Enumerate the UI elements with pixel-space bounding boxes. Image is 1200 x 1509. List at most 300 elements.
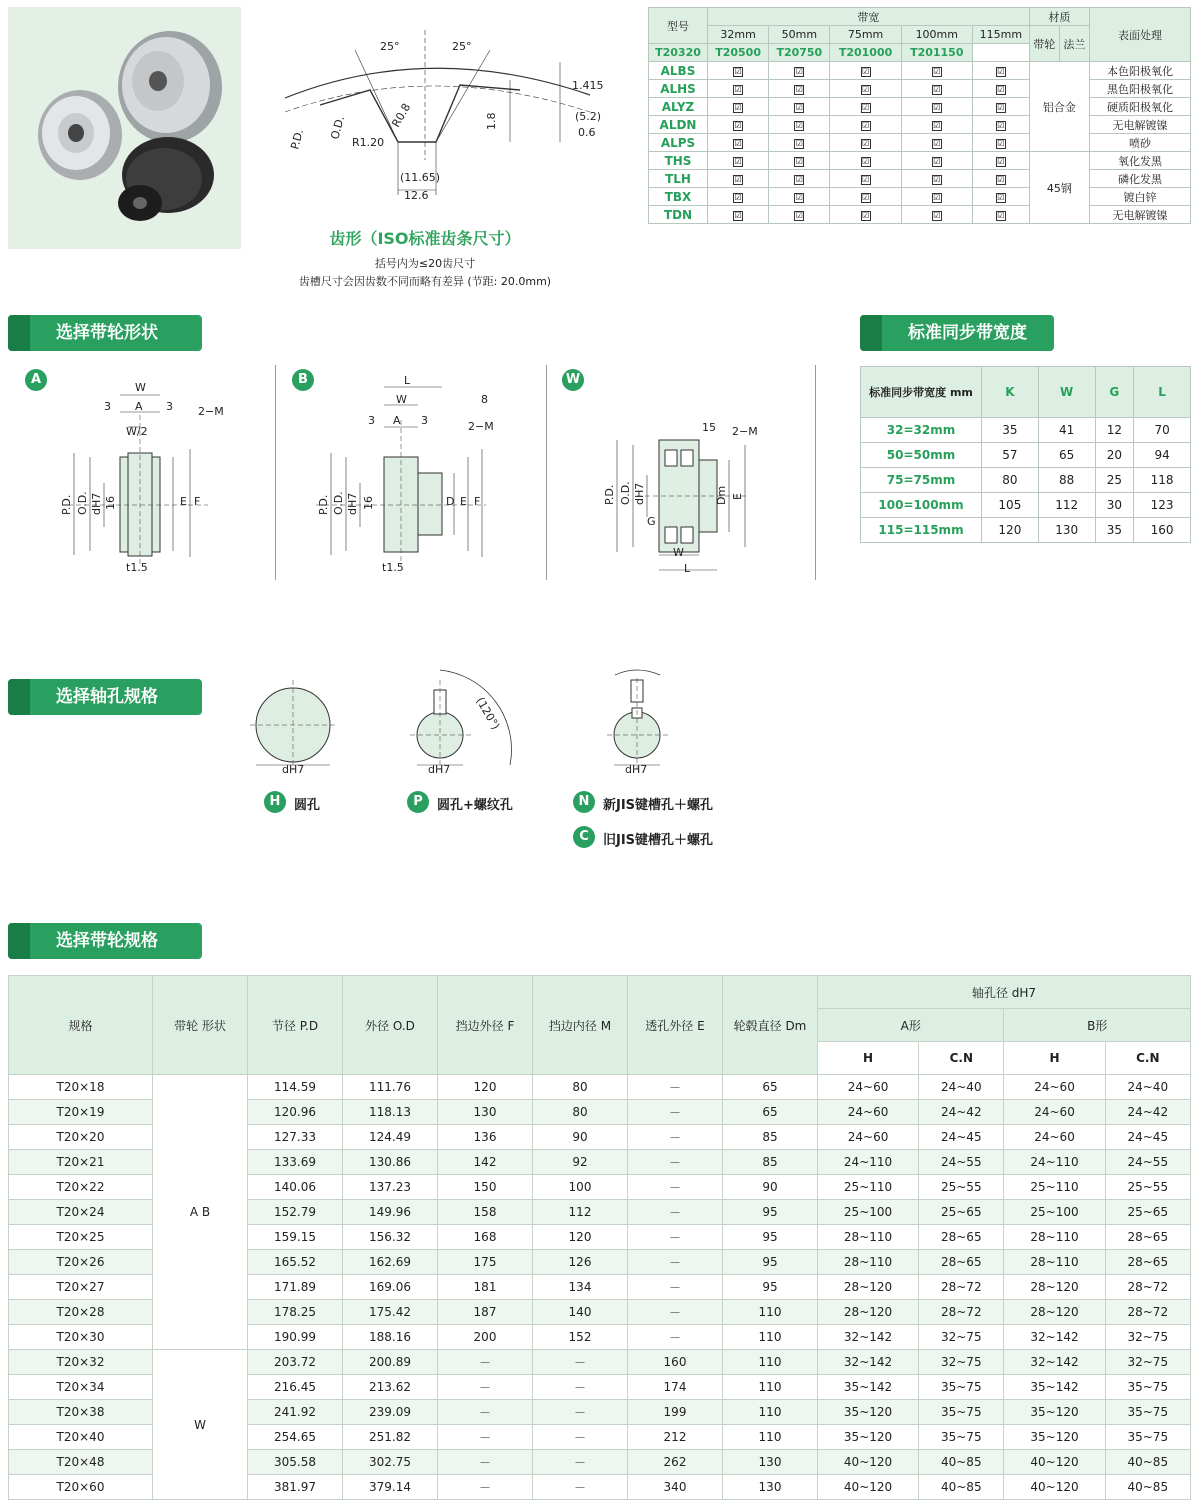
width-header-label: 标准同步带宽度 mm [861,367,982,418]
value-cell: 120 [438,1075,533,1100]
value-cell: 24~60 [818,1125,919,1150]
value-cell: 110 [723,1375,818,1400]
value-cell: 24~42 [1105,1100,1190,1125]
value-cell: 24~110 [1004,1150,1105,1175]
value-cell: 181 [438,1275,533,1300]
dim-18: 1.8 [485,112,498,130]
value-cell: 110 [723,1300,818,1325]
dim-2m: 2−M [468,420,494,433]
width-cell: 75=75mm [861,468,982,493]
shape-cell: W [153,1350,248,1500]
spec-header-dm: 轮毂直径 Dm [723,976,818,1075]
dim-t15: t1.5 [126,561,148,574]
value-cell: 100 [533,1175,628,1200]
bore-p-badge: P [407,791,429,813]
width-cell: 100=100mm [861,493,982,518]
value-cell: 94 [1134,443,1191,468]
value-cell: 95 [723,1225,818,1250]
dim-pd: P.D. [60,494,73,515]
value-cell: 32~142 [818,1325,919,1350]
dim-3b: 3 [421,414,428,427]
spec-header-m: 挡边内径 M [533,976,628,1075]
value-cell: 124.49 [343,1125,438,1150]
model-cell: ALDN [649,116,708,134]
surface-cell: 无电解镀镍 [1090,206,1191,224]
spec-header-h2: H [1004,1042,1105,1075]
value-cell: － [533,1400,628,1425]
bore-p-label: 圆孔+螺纹孔 [437,798,513,813]
checkbox-icon: ☑ [734,193,742,202]
value-cell: 130 [1038,518,1095,543]
value-cell: 40~120 [818,1475,919,1500]
surface-cell: 磷化发黑 [1090,170,1191,188]
value-cell: 32~75 [1105,1325,1190,1350]
value-cell: 90 [723,1175,818,1200]
dim-od: O.D. [332,491,345,515]
spec-header-b: B形 [1004,1009,1191,1042]
bore-n-badge: N [573,791,595,813]
spec-cell: T20×38 [9,1400,153,1425]
value-cell: 169.06 [343,1275,438,1300]
checkbox-icon: ☑ [861,211,870,220]
checkbox-icon: ☑ [795,121,803,130]
spec-cell: T20×19 [9,1100,153,1125]
value-cell: 35~75 [1105,1425,1190,1450]
value-cell: 150 [438,1175,533,1200]
width-header-g: G [1095,367,1134,418]
value-cell: 28~110 [818,1250,919,1275]
value-cell: 35~120 [818,1425,919,1450]
value-cell: 28~65 [1105,1250,1190,1275]
checkbox-icon: ☑ [933,103,941,112]
spec-cell: T20×28 [9,1300,153,1325]
check-cell [769,80,830,98]
model-cell: TBX [649,188,708,206]
check-cell [901,188,972,206]
dim-angle-left: 25° [380,40,400,53]
product-photo [8,7,241,249]
material-row [649,134,1191,152]
dim-r08: R0.8 [389,101,414,130]
material-row [649,80,1191,98]
value-cell: 130 [723,1475,818,1500]
checkbox-icon: ☑ [734,175,742,184]
checkbox-icon: ☑ [795,211,803,220]
value-cell: 65 [723,1100,818,1125]
width-table [860,366,1191,543]
value-cell: 120 [982,518,1039,543]
material-table [648,7,1191,224]
checkbox-icon: ☑ [861,85,870,94]
check-cell [830,134,901,152]
value-cell: 24~55 [919,1150,1004,1175]
checkbox-icon: ☑ [861,67,870,76]
check-cell [769,134,830,152]
width-row [861,418,1191,443]
value-cell: 110 [723,1425,818,1450]
value-cell: 130 [438,1100,533,1125]
value-cell: 30 [1095,493,1134,518]
checkbox-icon: ☑ [734,121,742,130]
code-t201150: T201150 [901,44,972,62]
header-pulley: 带轮 [1029,26,1059,62]
value-cell: 28~120 [1004,1275,1105,1300]
value-cell: 24~60 [818,1075,919,1100]
check-cell [972,152,1029,170]
check-cell [901,98,972,116]
value-cell: 120.96 [248,1100,343,1125]
value-cell: 212 [628,1425,723,1450]
value-cell: 213.62 [343,1375,438,1400]
bore-h-label: 圆孔 [294,798,321,813]
value-cell: 118 [1134,468,1191,493]
value-cell: 25~55 [1105,1175,1190,1200]
surface-cell: 氧化发黑 [1090,152,1191,170]
width-115: 115mm [972,26,1029,44]
material-row [649,98,1191,116]
check-cell [830,98,901,116]
check-cell [769,170,830,188]
surface-cell: 黑色阳极氧化 [1090,80,1191,98]
spec-cell: T20×48 [9,1450,153,1475]
value-cell: 199 [628,1400,723,1425]
value-cell: 112 [1038,493,1095,518]
spec-cell: T20×25 [9,1225,153,1250]
value-cell: 152.79 [248,1200,343,1225]
check-cell [708,80,769,98]
shape-b-drawing [276,365,547,580]
value-cell: 24~40 [1105,1075,1190,1100]
width-row [861,443,1191,468]
value-cell: － [628,1100,723,1125]
checkbox-icon: ☑ [861,175,870,184]
dim-3-left: 3 [104,400,111,413]
dim-od: O.D. [619,481,632,505]
section-spec-bar [8,923,202,959]
value-cell: － [438,1375,533,1400]
code-t20750: T20750 [769,44,830,62]
checkbox-icon: ☑ [997,211,1005,220]
value-cell: 251.82 [343,1425,438,1450]
value-cell: 35~75 [919,1375,1004,1400]
check-cell [708,98,769,116]
value-cell: － [628,1275,723,1300]
value-cell: 136 [438,1125,533,1150]
model-cell: ALHS [649,80,708,98]
value-cell: 24~60 [818,1100,919,1125]
checkbox-icon: ☑ [861,157,870,166]
checkbox-icon: ☑ [795,175,803,184]
value-cell: 158 [438,1200,533,1225]
dim-f: F [194,495,201,508]
value-cell: 35~120 [1004,1425,1105,1450]
bore-n-label: 新JIS键槽孔＋螺孔 [603,798,714,813]
check-cell [972,98,1029,116]
model-cell: TDN [649,206,708,224]
checkbox-icon: ☑ [997,139,1005,148]
value-cell: 110 [723,1350,818,1375]
check-cell [901,116,972,134]
check-cell [972,80,1029,98]
check-cell [901,62,972,80]
dim-126: 12.6 [404,189,429,202]
check-cell [830,170,901,188]
value-cell: 168 [438,1225,533,1250]
value-cell: 114.59 [248,1075,343,1100]
dim-dh7: dH7 [346,492,359,515]
surface-cell: 本色阳极氧化 [1090,62,1191,80]
value-cell: 28~120 [818,1300,919,1325]
value-cell: 262 [628,1450,723,1475]
check-cell [708,62,769,80]
tooth-note-2: 齿槽尺寸会因齿数不同而略有差异 (节距: 20.0mm) [298,275,552,288]
spec-header-od: 外径 O.D [343,976,438,1075]
value-cell: 70 [1134,418,1191,443]
tooth-profile-title: 齿形（ISO标准齿条尺寸） [329,229,521,248]
dim-d: D [446,495,455,508]
value-cell: 40~85 [1105,1450,1190,1475]
value-cell: 65 [1038,443,1095,468]
dim-dh7: dH7 [90,492,103,515]
value-cell: － [628,1075,723,1100]
dim-52: (5.2) [575,110,602,123]
value-cell: 25~100 [1004,1200,1105,1225]
dim-16: 16 [104,496,117,510]
value-cell: 175.42 [343,1300,438,1325]
value-cell: 28~72 [1105,1300,1190,1325]
bore-n-dh7: dH7 [625,763,648,776]
silver-pulley-large [118,31,222,143]
value-cell: 140 [533,1300,628,1325]
check-cell [769,116,830,134]
value-cell: 24~45 [1105,1125,1190,1150]
code-t20500: T20500 [708,44,769,62]
pulley-illustration [8,7,241,249]
value-cell: － [533,1475,628,1500]
header-bandwidth: 带宽 [708,8,1030,26]
material-cell: 45钢 [1029,152,1089,224]
dim-g: G [647,515,656,528]
value-cell: － [628,1225,723,1250]
material-row [649,170,1191,188]
value-cell: 65 [723,1075,818,1100]
checkbox-icon: ☑ [933,67,941,76]
bore-c-label: 旧JIS键槽孔＋螺孔 [603,833,714,848]
value-cell: 95 [723,1250,818,1275]
table-row [9,1075,1191,1100]
value-cell: 80 [533,1100,628,1125]
check-cell [901,170,972,188]
value-cell: － [628,1200,723,1225]
check-cell [830,116,901,134]
value-cell: 28~110 [1004,1250,1105,1275]
checkbox-icon: ☑ [861,121,870,130]
dim-e: E [180,495,187,508]
check-cell [830,206,901,224]
surface-cell: 硬质阳极氧化 [1090,98,1191,116]
shape-cell: A B [153,1075,248,1350]
dim-3-right: 3 [166,400,173,413]
section-tab [8,679,30,715]
bore-h-dh7: dH7 [282,763,305,776]
width-row [861,518,1191,543]
section-tab [8,315,30,351]
bore-c-badge: C [573,826,595,848]
bore-h-badge: H [264,791,286,813]
dim-w: W [396,393,407,406]
value-cell: 95 [723,1200,818,1225]
spec-header-h1: H [818,1042,919,1075]
checkbox-icon: ☑ [734,139,742,148]
check-cell [972,62,1029,80]
value-cell: 25~65 [1105,1200,1190,1225]
checkbox-icon: ☑ [997,121,1005,130]
dim-a: A [135,400,143,413]
value-cell: 149.96 [343,1200,438,1225]
value-cell: 35 [1095,518,1134,543]
check-cell [708,116,769,134]
dim-e: E [460,495,467,508]
value-cell: 165.52 [248,1250,343,1275]
dim-t15: t1.5 [382,561,404,574]
section-width-bar [860,315,1054,351]
check-cell [901,134,972,152]
value-cell: － [628,1325,723,1350]
spec-table [8,975,1191,1500]
value-cell: 171.89 [248,1275,343,1300]
value-cell: 24~60 [1004,1125,1105,1150]
value-cell: 25~55 [919,1175,1004,1200]
dim-8: 8 [481,393,488,406]
value-cell: 24~42 [919,1100,1004,1125]
material-row [649,188,1191,206]
value-cell: － [438,1425,533,1450]
value-cell: － [438,1400,533,1425]
spec-cell: T20×30 [9,1325,153,1350]
value-cell: － [628,1300,723,1325]
value-cell: － [438,1350,533,1375]
section-shape-title: 选择带轮形状 [56,323,158,343]
check-cell [708,134,769,152]
shape-a-badge: A [25,369,47,391]
value-cell: 35~142 [1004,1375,1105,1400]
value-cell: 28~72 [919,1275,1004,1300]
value-cell: 381.97 [248,1475,343,1500]
silver-pulley-small [38,90,122,180]
value-cell: 156.32 [343,1225,438,1250]
value-cell: 25 [1095,468,1134,493]
checkbox-icon: ☑ [861,139,870,148]
value-cell: 188.16 [343,1325,438,1350]
header-flange: 法兰 [1059,26,1089,62]
value-cell: 25~65 [919,1200,1004,1225]
value-cell: 28~65 [919,1250,1004,1275]
dim-06: 0.6 [578,126,596,139]
shape-w-drawing [547,365,816,580]
check-cell [708,152,769,170]
dim-dm: Dm [715,485,728,505]
check-cell [830,80,901,98]
dim-3: 3 [368,414,375,427]
bore-p-angle: (120°) [473,695,503,732]
value-cell: 133.69 [248,1150,343,1175]
dim-angle-right: 25° [452,40,472,53]
value-cell: 35~75 [1105,1400,1190,1425]
value-cell: 105 [982,493,1039,518]
spec-cell: T20×20 [9,1125,153,1150]
value-cell: 90 [533,1125,628,1150]
value-cell: 152 [533,1325,628,1350]
check-cell [830,188,901,206]
checkbox-icon: ☑ [933,85,941,94]
material-row [649,206,1191,224]
value-cell: 35~75 [919,1425,1004,1450]
checkbox-icon: ☑ [795,67,803,76]
dim-w: W [135,381,146,394]
check-cell [901,152,972,170]
value-cell: 35~120 [818,1400,919,1425]
value-cell: 35~75 [919,1400,1004,1425]
spec-header-pd: 节径 P.D [248,976,343,1075]
value-cell: 254.65 [248,1425,343,1450]
table-row [9,1350,1191,1375]
value-cell: 160 [1134,518,1191,543]
header-surface: 表面处理 [1090,8,1191,62]
checkbox-icon: ☑ [734,103,742,112]
width-32: 32mm [708,26,769,44]
value-cell: 80 [982,468,1039,493]
value-cell: 130.86 [343,1150,438,1175]
value-cell: － [438,1450,533,1475]
checkbox-icon: ☑ [734,67,742,76]
surface-cell: 无电解镀镍 [1090,116,1191,134]
spec-header-spec: 规格 [9,976,153,1075]
width-header-w: W [1038,367,1095,418]
dim-od: O.D. [76,491,89,515]
checkbox-icon: ☑ [933,211,941,220]
value-cell: 187 [438,1300,533,1325]
tooth-profile-drawing [270,20,610,220]
dim-w2: W/2 [126,425,148,438]
value-cell: 25~110 [1004,1175,1105,1200]
value-cell: － [628,1175,723,1200]
value-cell: 40~85 [1105,1475,1190,1500]
value-cell: 40~85 [919,1475,1004,1500]
value-cell: 24~60 [1004,1100,1105,1125]
value-cell: 126 [533,1250,628,1275]
checkbox-icon: ☑ [795,193,803,202]
black-pulley [118,137,214,221]
dim-15: 15 [702,421,716,434]
model-cell: ALBS [649,62,708,80]
value-cell: 110 [723,1325,818,1350]
checkbox-icon: ☑ [795,85,803,94]
value-cell: 40~120 [818,1450,919,1475]
value-cell: 112 [533,1200,628,1225]
code-t201000: T201000 [830,44,901,62]
check-cell [901,206,972,224]
value-cell: 130 [723,1450,818,1475]
checkbox-icon: ☑ [933,139,941,148]
dim-l: L [684,562,691,575]
width-table-body [861,418,1191,543]
checkbox-icon: ☑ [997,193,1005,202]
value-cell: 28~65 [1105,1225,1190,1250]
width-cell: 115=115mm [861,518,982,543]
value-cell: 32~75 [1105,1350,1190,1375]
check-cell [708,170,769,188]
value-cell: 40~120 [1004,1475,1105,1500]
